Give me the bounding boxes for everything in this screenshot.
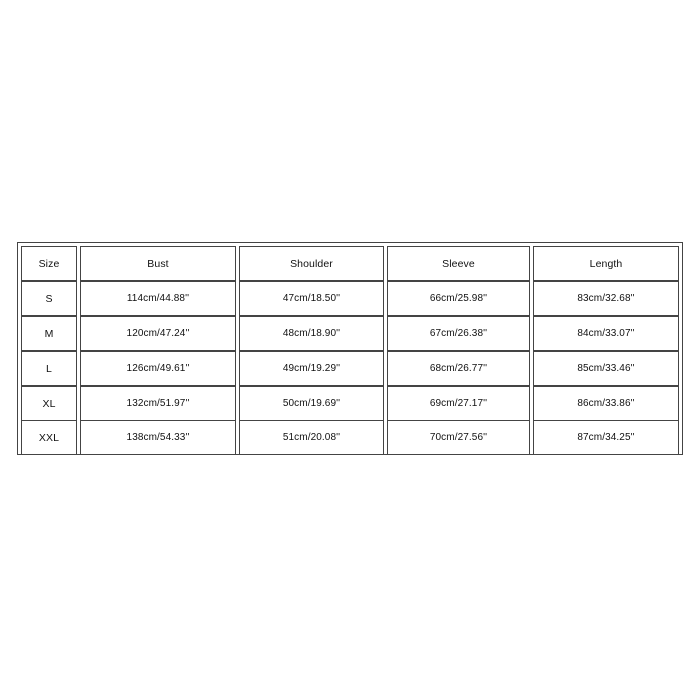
- sleeve-cell: 66cm/25.98'': [387, 281, 530, 316]
- size-cell: L: [21, 351, 77, 386]
- sleeve-cell: 69cm/27.17'': [387, 386, 530, 421]
- shoulder-cell: 48cm/18.90'': [239, 316, 384, 351]
- header-size: Size: [21, 246, 77, 281]
- header-length: Length: [533, 246, 679, 281]
- bust-cell: 126cm/49.61'': [80, 351, 236, 386]
- table-row: [18, 386, 682, 421]
- size-cell: S: [21, 281, 77, 316]
- sleeve-cell: 67cm/26.38'': [387, 316, 530, 351]
- shoulder-cell: 51cm/20.08'': [239, 420, 384, 455]
- length-cell: 85cm/33.46'': [533, 351, 679, 386]
- length-cell: 84cm/33.07'': [533, 316, 679, 351]
- bust-cell: 132cm/51.97'': [80, 386, 236, 421]
- size-cell: XXL: [21, 420, 77, 455]
- size-chart-table: [17, 242, 683, 455]
- sleeve-cell: 70cm/27.56'': [387, 420, 530, 455]
- sleeve-cell: 68cm/26.77'': [387, 351, 530, 386]
- size-cell: XL: [21, 386, 77, 421]
- shoulder-cell: 50cm/19.69'': [239, 386, 384, 421]
- bust-cell: 120cm/47.24'': [80, 316, 236, 351]
- bust-cell: 114cm/44.88'': [80, 281, 236, 316]
- shoulder-cell: 47cm/18.50'': [239, 281, 384, 316]
- header-bust: Bust: [80, 246, 236, 281]
- size-cell: M: [21, 316, 77, 351]
- length-cell: 86cm/33.86'': [533, 386, 679, 421]
- length-cell: 83cm/32.68'': [533, 281, 679, 316]
- table-row: [18, 420, 682, 455]
- header-shoulder: Shoulder: [239, 246, 384, 281]
- bust-cell: 138cm/54.33'': [80, 420, 236, 455]
- table-row: [18, 351, 682, 386]
- shoulder-cell: 49cm/19.29'': [239, 351, 384, 386]
- table-row: [18, 316, 682, 351]
- length-cell: 87cm/34.25'': [533, 420, 679, 455]
- table-header-row: [18, 246, 682, 281]
- header-sleeve: Sleeve: [387, 246, 530, 281]
- table-row: [18, 281, 682, 316]
